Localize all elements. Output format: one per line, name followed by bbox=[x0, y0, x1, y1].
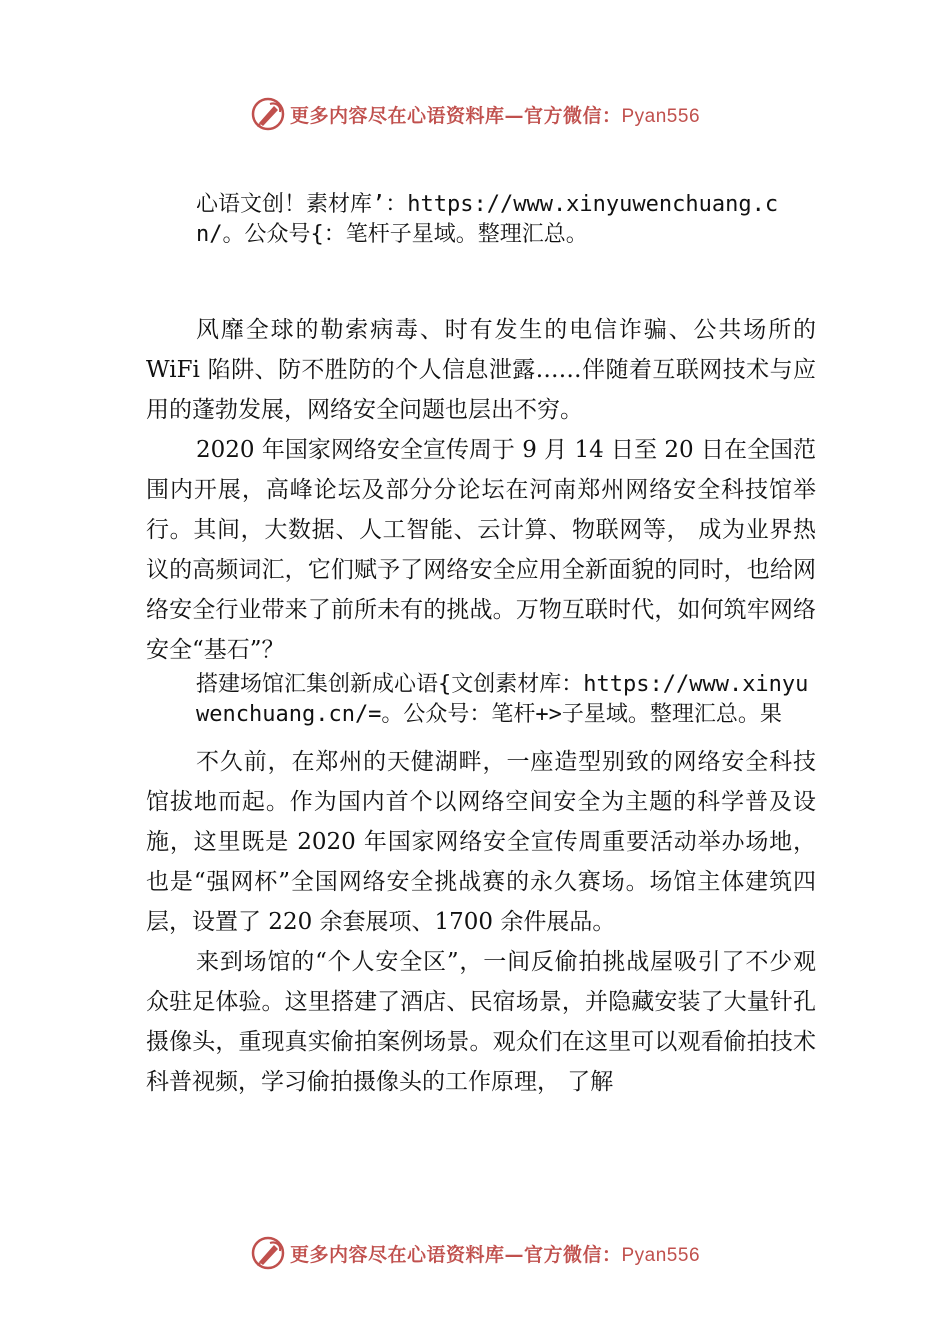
paragraph-2: 2020 年国家网络安全宣传周于 9 月 14 日至 20 日在全国范围内开展，高峰论坛及部分分论坛在河南郑州网络安全科技馆举行。其间，大数据、人工智能、云计算、物联网等， 成为业界热议的高频词汇，它们赋予了网络安全应用全新面貌的同时，也给网络安全行业带来了前所未有的挑战。万物互联时代，如何筑牢网络安全“基石”？ bbox=[146, 437, 816, 663]
header-banner bbox=[0, 94, 950, 134]
document-body bbox=[146, 190, 816, 1102]
footer-banner-text: 更多内容尽在心语资料库—官方微信：Pyan556 bbox=[289, 1243, 701, 1266]
paragraph-4: 来到场馆的“个人安全区”，一间反偷拍挑战屋吸引了不少观众驻足体验。这里搭建了酒店、民宿场景，并隐藏安装了大量针孔摄像头，重现真实偷拍案例场景。观众们在这里可以观看偷拍技术科普视频，学习偷拍摄像头的工作原理， 了解 bbox=[146, 949, 816, 1095]
source-note-2: 搭建场馆汇集创新成心语{文创素材库：https://www.xinyuwenchuang.cn/=。公众号：笔杆+>子星域。整理汇总。果 bbox=[196, 672, 809, 727]
pen-logo-icon bbox=[250, 1235, 286, 1271]
footer-wechat-id: Pyan556 bbox=[621, 1244, 701, 1266]
header-wechat-id: Pyan556 bbox=[621, 105, 701, 127]
pen-logo-icon bbox=[250, 96, 286, 132]
header-banner-text: 更多内容尽在心语资料库—官方微信：Pyan556 bbox=[289, 104, 701, 127]
source-note-1: 心语文创！素材库’：https://www.xinyuwenchuang.cn/。公众号{：笔杆子星域。整理汇总。 bbox=[196, 192, 779, 247]
footer-banner bbox=[0, 1233, 950, 1273]
paragraph-3: 不久前，在郑州的天健湖畔，一座造型别致的网络安全科技馆拔地而起。作为国内首个以网络空间安全为主题的科学普及设施，这里既是 2020 年国家网络安全宣传周重要活动举办场地，也是“强网杯”全国网络安全挑战赛的永久赛场。场馆主体建筑四层，设置了 220 余套展项、1700 余件展品。 bbox=[146, 749, 816, 935]
paragraph-1: 风靡全球的勒索病毒、时有发生的电信诈骗、公共场所的 WiFi 陷阱、防不胜防的个人信息泄露……伴随着互联网技术与应用的蓬勃发展，网络安全问题也层出不穷。 bbox=[146, 317, 816, 423]
